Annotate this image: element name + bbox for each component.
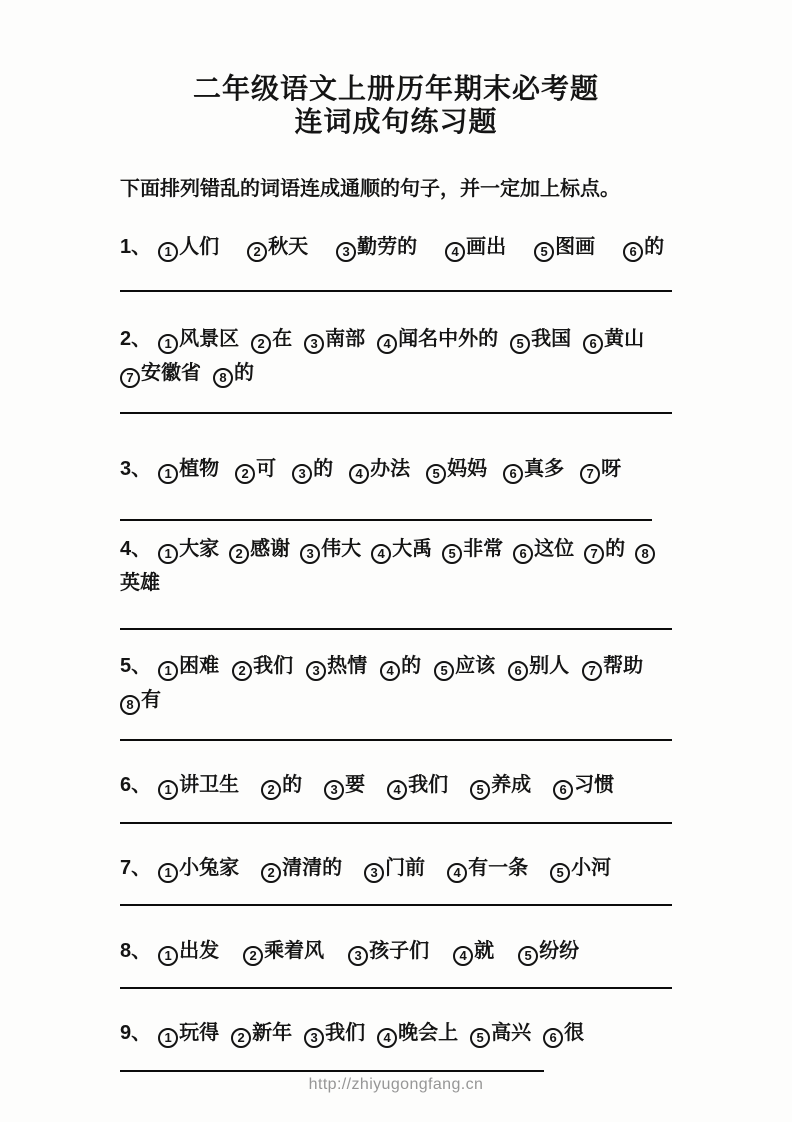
- word-item: [387, 774, 470, 796]
- circled-number: 2: [261, 863, 281, 883]
- word-text: 很: [564, 1022, 585, 1044]
- word-item: [261, 857, 364, 879]
- word-text: 乘着风: [264, 940, 325, 962]
- circled-number: 3: [348, 946, 368, 966]
- circled-number: 1: [158, 544, 178, 564]
- word-item: [470, 774, 553, 796]
- question-block: [120, 322, 672, 414]
- word-text: 我们: [253, 655, 294, 677]
- word-text: 应该: [455, 655, 496, 677]
- word-text: 英雄: [120, 572, 160, 594]
- word-item: [553, 774, 614, 796]
- word-item: [584, 538, 635, 560]
- circled-number: 6: [508, 661, 528, 681]
- circled-number: 8: [635, 544, 655, 564]
- word-item: [453, 940, 518, 962]
- question-number: 4、: [120, 538, 152, 560]
- word-item: [251, 328, 304, 350]
- circled-number: 7: [584, 544, 604, 564]
- word-text: 画出: [466, 236, 507, 258]
- word-item: [442, 538, 513, 560]
- word-text: 孩子们: [369, 940, 430, 962]
- word-item: [232, 655, 306, 677]
- word-item: [550, 857, 611, 879]
- word-text: 晚会上: [398, 1022, 459, 1044]
- circled-number: 5: [434, 661, 454, 681]
- word-text: 玩得: [179, 1022, 220, 1044]
- word-item: [243, 940, 348, 962]
- word-item: [426, 458, 503, 480]
- word-item: [518, 940, 579, 962]
- circled-number: 2: [247, 242, 267, 262]
- word-item: [306, 655, 380, 677]
- word-text: 小河: [571, 857, 612, 879]
- word-text: 有: [141, 689, 161, 711]
- word-item: [447, 857, 550, 879]
- page-title-line2: 连词成句练习题: [294, 106, 498, 137]
- question-number: 3、: [120, 458, 152, 480]
- word-item: [304, 1022, 377, 1044]
- word-item: [364, 857, 447, 879]
- word-item: [534, 236, 623, 258]
- word-item: [229, 538, 300, 560]
- word-item: [261, 774, 324, 796]
- circled-number: 7: [120, 368, 140, 388]
- circled-number: 1: [158, 464, 178, 484]
- circled-number: 3: [300, 544, 320, 564]
- question-block: [120, 851, 672, 906]
- circled-number: 6: [543, 1028, 563, 1048]
- circled-number: 1: [158, 242, 178, 262]
- word-item: [158, 857, 261, 879]
- word-text: 感谢: [250, 538, 291, 560]
- word-item: [304, 328, 377, 350]
- circled-number: 2: [261, 780, 281, 800]
- word-text: 植物: [179, 458, 220, 480]
- word-text: 妈妈: [447, 458, 488, 480]
- word-item: [158, 774, 261, 796]
- word-text: 别人: [529, 655, 570, 677]
- word-item: [508, 655, 582, 677]
- question-text: [120, 452, 672, 486]
- circled-number: 4: [371, 544, 391, 564]
- circled-number: 2: [229, 544, 249, 564]
- word-text: 真多: [524, 458, 565, 480]
- question-number: 7、: [120, 857, 152, 879]
- question-block: [120, 452, 672, 521]
- word-text: 图画: [555, 236, 596, 258]
- word-item: [336, 236, 445, 258]
- word-text: 我们: [325, 1022, 366, 1044]
- word-item: [213, 362, 254, 384]
- word-item: [292, 458, 349, 480]
- answer-line: [120, 519, 652, 521]
- circled-number: 4: [377, 334, 397, 354]
- circled-number: 3: [304, 1028, 324, 1048]
- word-item: [380, 655, 434, 677]
- circled-number: 6: [623, 242, 643, 262]
- circled-number: 4: [387, 780, 407, 800]
- circled-number: 2: [251, 334, 271, 354]
- word-text: 要: [345, 774, 366, 796]
- word-text: 在: [272, 328, 293, 350]
- answer-line: [120, 904, 672, 906]
- question-text: [120, 230, 672, 264]
- circled-number: 1: [158, 780, 178, 800]
- circled-number: 5: [470, 1028, 490, 1048]
- word-text: 秋天: [268, 236, 309, 258]
- circled-number: 4: [377, 1028, 397, 1048]
- footer-url: http://zhiyugongfang.cn: [308, 1076, 484, 1093]
- circled-number: 5: [426, 464, 446, 484]
- word-text: 的: [313, 458, 334, 480]
- word-text: 的: [282, 774, 303, 796]
- word-text: 的: [401, 655, 422, 677]
- word-item: [158, 328, 251, 350]
- word-item: [158, 458, 235, 480]
- question-number: 9、: [120, 1022, 152, 1044]
- question-text: [120, 649, 672, 717]
- word-text: 困难: [179, 655, 220, 677]
- question-text: [120, 322, 672, 390]
- word-item: [513, 538, 584, 560]
- question-block: [120, 1016, 672, 1072]
- word-item: [470, 1022, 543, 1044]
- word-text: 养成: [491, 774, 532, 796]
- circled-number: 3: [304, 334, 324, 354]
- word-text: 清清的: [282, 857, 343, 879]
- word-item: [300, 538, 371, 560]
- word-text: 习惯: [574, 774, 615, 796]
- answer-line: [120, 290, 672, 292]
- circled-number: 4: [447, 863, 467, 883]
- word-item: [377, 328, 510, 350]
- circled-number: 6: [553, 780, 573, 800]
- questions-list: [120, 230, 672, 1072]
- circled-number: 3: [364, 863, 384, 883]
- word-text: 我国: [531, 328, 572, 350]
- word-text: 黄山: [604, 328, 645, 350]
- circled-number: 7: [580, 464, 600, 484]
- circled-number: 5: [442, 544, 462, 564]
- word-text: 新年: [252, 1022, 293, 1044]
- word-text: 人们: [179, 236, 220, 258]
- word-text: 勤劳的: [357, 236, 418, 258]
- word-item: [349, 458, 426, 480]
- answer-line: [120, 987, 672, 989]
- circled-number: 7: [582, 661, 602, 681]
- circled-number: 5: [534, 242, 554, 262]
- circled-number: 8: [120, 695, 140, 715]
- word-text: 伟大: [321, 538, 362, 560]
- instruction-text: 下面排列错乱的词语连成通顺的句子，并一定加上标点。: [120, 178, 620, 200]
- answer-line: [120, 1070, 544, 1072]
- page-title: [120, 72, 672, 138]
- word-item: [158, 655, 232, 677]
- circled-number: 3: [324, 780, 344, 800]
- circled-number: 3: [306, 661, 326, 681]
- word-item: [503, 458, 580, 480]
- circled-number: 4: [453, 946, 473, 966]
- circled-number: 4: [380, 661, 400, 681]
- circled-number: 5: [518, 946, 538, 966]
- word-item: [583, 328, 656, 350]
- answer-line: [120, 628, 672, 630]
- word-text: 帮助: [603, 655, 644, 677]
- question-block: [120, 230, 672, 292]
- circled-number: 4: [445, 242, 465, 262]
- word-text: 南部: [325, 328, 366, 350]
- circled-number: 5: [510, 334, 530, 354]
- word-text: 呀: [601, 458, 622, 480]
- word-item: [543, 1022, 584, 1044]
- word-item: [623, 236, 664, 258]
- word-text: 闻名中外的: [398, 328, 499, 350]
- question-text: [120, 851, 672, 885]
- word-item: [235, 458, 292, 480]
- word-item: [580, 458, 621, 480]
- question-text: [120, 532, 672, 600]
- question-text: [120, 768, 672, 802]
- word-item: [158, 940, 243, 962]
- circled-number: 3: [336, 242, 356, 262]
- circled-number: 1: [158, 661, 178, 681]
- word-text: 的: [234, 362, 254, 384]
- word-text: 门前: [385, 857, 426, 879]
- circled-number: 2: [235, 464, 255, 484]
- question-block: [120, 649, 672, 741]
- circled-number: 1: [158, 334, 178, 354]
- circled-number: 4: [349, 464, 369, 484]
- word-item: [158, 1022, 231, 1044]
- page-title-line1: 二年级语文上册历年期末必考题: [192, 73, 599, 104]
- circled-number: 1: [158, 1028, 178, 1048]
- word-text: 热情: [327, 655, 368, 677]
- circled-number: 1: [158, 863, 178, 883]
- circled-number: 8: [213, 368, 233, 388]
- circled-number: 2: [231, 1028, 251, 1048]
- word-item: [510, 328, 583, 350]
- word-item: [247, 236, 336, 258]
- word-text: 出发: [179, 940, 220, 962]
- answer-line: [120, 412, 672, 414]
- word-text: 这位: [534, 538, 575, 560]
- word-text: 办法: [370, 458, 411, 480]
- question-block: [120, 532, 672, 630]
- word-text: 可: [256, 458, 277, 480]
- answer-line: [120, 822, 672, 824]
- word-text: 讲卫生: [179, 774, 240, 796]
- question-number: 8、: [120, 940, 152, 962]
- word-text: 的: [605, 538, 626, 560]
- word-text: 有一条: [468, 857, 529, 879]
- word-item: [582, 655, 656, 677]
- word-item: [120, 362, 213, 384]
- word-text: 就: [474, 940, 495, 962]
- circled-number: 5: [470, 780, 490, 800]
- question-text: [120, 934, 672, 968]
- circled-number: 5: [550, 863, 570, 883]
- answer-line: [120, 739, 672, 741]
- question-block: [120, 768, 672, 824]
- word-text: 非常: [463, 538, 504, 560]
- word-text: 大家: [179, 538, 220, 560]
- circled-number: 6: [503, 464, 523, 484]
- question-number: 5、: [120, 655, 152, 677]
- word-text: 大禹: [392, 538, 433, 560]
- word-text: 小兔家: [179, 857, 240, 879]
- word-item: [158, 236, 247, 258]
- word-item: [348, 940, 453, 962]
- word-item: [120, 689, 161, 711]
- question-text: [120, 1016, 672, 1050]
- word-item: [371, 538, 442, 560]
- word-text: 风景区: [179, 328, 240, 350]
- circled-number: 1: [158, 946, 178, 966]
- circled-number: 3: [292, 464, 312, 484]
- circled-number: 2: [243, 946, 263, 966]
- circled-number: 6: [583, 334, 603, 354]
- word-text: 高兴: [491, 1022, 532, 1044]
- word-item: [324, 774, 387, 796]
- word-item: [231, 1022, 304, 1044]
- question-block: [120, 934, 672, 989]
- word-text: 纷纷: [539, 940, 580, 962]
- question-number: 2、: [120, 328, 152, 350]
- question-number: 6、: [120, 774, 152, 796]
- circled-number: 6: [513, 544, 533, 564]
- circled-number: 2: [232, 661, 252, 681]
- word-item: [377, 1022, 470, 1044]
- question-number: 1、: [120, 236, 152, 258]
- word-text: 安徽省: [141, 362, 201, 384]
- word-text: 的: [644, 236, 665, 258]
- word-item: [158, 538, 229, 560]
- word-text: 我们: [408, 774, 449, 796]
- word-item: [445, 236, 534, 258]
- word-item: [434, 655, 508, 677]
